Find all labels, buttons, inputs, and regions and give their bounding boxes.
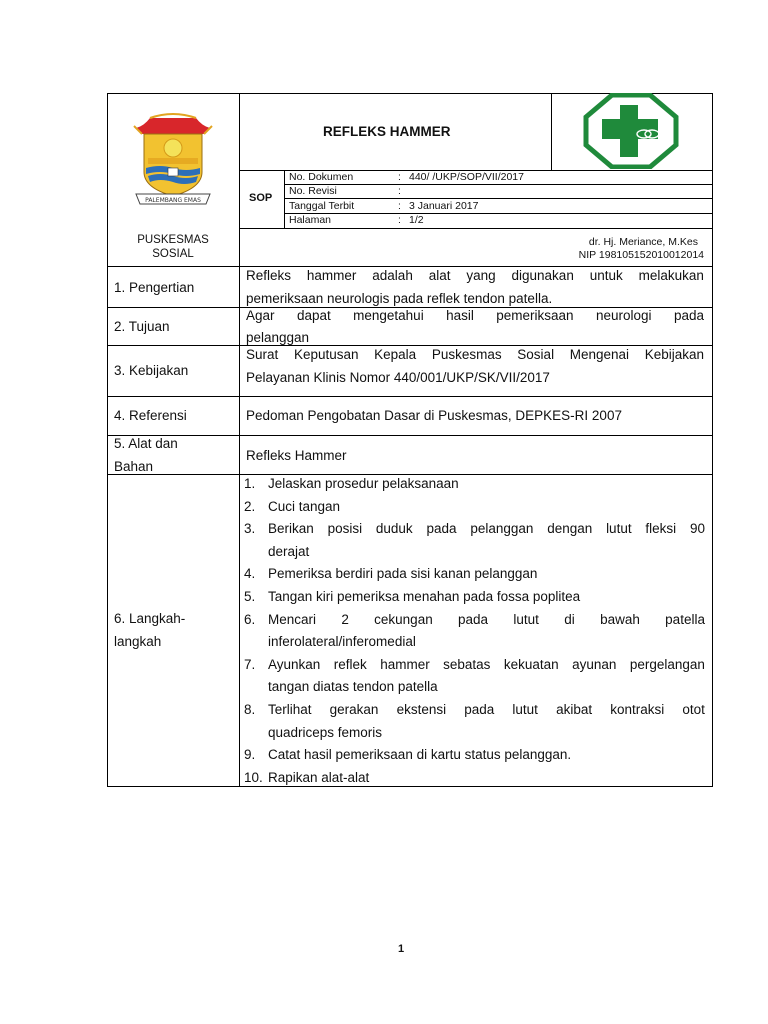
- step-number: 1.: [244, 476, 256, 491]
- column-divider: [239, 93, 240, 787]
- table-border-bottom: [107, 786, 713, 787]
- step-number: 6.: [244, 611, 256, 627]
- row-label-pengertian: 1. Pengertian: [114, 280, 195, 295]
- sop-label: SOP: [249, 192, 273, 204]
- meta-sep-page: :: [398, 214, 401, 226]
- meta-sep-issue-date: :: [398, 200, 401, 212]
- meta-label-issue-date: Tanggal Terbit: [289, 200, 355, 212]
- step-text: Tangan kiri pemeriksa menahan pada fossa poplitea: [268, 589, 581, 604]
- step-number: 5.: [244, 589, 256, 604]
- meta-sep-doc-no: :: [398, 171, 401, 183]
- row-label-referensi: 4. Referensi: [114, 408, 187, 423]
- row-text-tujuan-2: pelanggan: [246, 330, 310, 345]
- step-text: Jelaskan prosedur pelaksanaan: [268, 476, 459, 491]
- row-text-kebijakan-1: Surat Keputusan Kepala Puskesmas Sosial Mengenai Kebijakan: [246, 347, 704, 362]
- meta-label-page: Halaman: [289, 214, 332, 226]
- row-text-kebijakan-2: Pelayanan Klinis Nomor 440/001/UKP/SK/VII/2017: [246, 370, 550, 385]
- signatory-nip: NIP 198105152010012014: [578, 249, 704, 261]
- step-text: Cuci tangan: [268, 498, 341, 514]
- step-text: Ayunkan reflek hammer sebatas kekuatan ayunan pergelangan: [268, 656, 705, 672]
- step-number: 2.: [244, 498, 256, 514]
- org-name-line-2: SOSIAL: [152, 248, 194, 260]
- step-number: 8.: [244, 702, 256, 717]
- step-text: tangan diatas tendon patella: [268, 679, 438, 695]
- meta-label-revision: No. Revisi: [289, 185, 337, 197]
- document-title: REFLEKS HAMMER: [323, 124, 451, 139]
- step-number: 9.: [244, 747, 256, 763]
- row-divider-2: [107, 345, 713, 346]
- row-divider-0: [107, 266, 713, 267]
- meta-line-1: [284, 184, 713, 185]
- logo-divider: [551, 93, 552, 171]
- row-label-langkah-2: langkah: [114, 634, 162, 649]
- row-label-alat-2: Bahan: [114, 459, 154, 474]
- row-text-tujuan-1: Agar dapat mengetahui hasil pemeriksaan neurologi pada: [246, 308, 704, 323]
- org-name-line-1: PUSKESMAS: [137, 234, 209, 246]
- step-text: derajat: [268, 543, 310, 559]
- meta-value-page: 1/2: [409, 214, 424, 226]
- sop-divider: [284, 170, 285, 228]
- step-text: Berikan posisi duduk pada pelanggan dengan lutut fleksi 90: [268, 521, 705, 537]
- step-text: Catat hasil pemeriksaan di kartu status pelanggan.: [268, 747, 572, 763]
- meta-line-3: [284, 213, 713, 214]
- palembang-emblem-icon: [130, 112, 216, 208]
- puskesmas-cross-icon: [582, 93, 680, 169]
- step-number: 10.: [244, 769, 263, 785]
- signatory-name: dr. Hj. Meriance, M.Kes: [588, 236, 698, 248]
- meta-value-doc-no: 440/ /UKP/SOP/VII/2017: [409, 171, 524, 183]
- row-divider-4: [107, 435, 713, 436]
- row-text-referensi: Pedoman Pengobatan Dasar di Puskesmas, DEPKES-RI 2007: [246, 408, 622, 423]
- emblem-ribbon-text: PALEMBANG EMAS: [145, 197, 201, 204]
- row-label-alat-1: 5. Alat dan: [114, 436, 178, 451]
- page-number: 1: [398, 943, 405, 955]
- row-text-alat: Refleks Hammer: [246, 448, 347, 463]
- row-text-pengertian-1: Refleks hammer adalah alat yang digunakan untuk melakukan: [246, 268, 704, 283]
- step-text: Mencari 2 cekungan pada lutut di bawah patella: [268, 611, 705, 627]
- meta-label-doc-no: No. Dokumen: [289, 171, 354, 183]
- puskesmas-logo: [582, 93, 680, 169]
- step-text: Rapikan alat-alat: [268, 769, 370, 785]
- meta-line-2: [284, 198, 713, 199]
- row-label-kebijakan: 3. Kebijakan: [114, 363, 189, 378]
- step-number: 4.: [244, 566, 256, 582]
- step-text: Pemeriksa berdiri pada sisi kanan pelanggan: [268, 566, 538, 582]
- row-label-langkah-1: 6. Langkah-: [114, 611, 186, 626]
- row-label-tujuan: 2. Tujuan: [114, 319, 170, 334]
- step-text: inferolateral/inferomedial: [268, 634, 416, 650]
- step-number: 3.: [244, 521, 256, 537]
- row-divider-5: [107, 474, 713, 475]
- header-bottom-line: [239, 228, 713, 229]
- row-text-pengertian-2: pemeriksaan neurologis pada reflek tendon patella.: [246, 291, 553, 306]
- meta-value-issue-date: 3 Januari 2017: [409, 200, 479, 212]
- row-divider-3: [107, 396, 713, 397]
- step-text: quadriceps femoris: [268, 724, 383, 740]
- step-text: Terlihat gerakan ekstensi pada lutut akibat kontraksi otot: [268, 702, 705, 717]
- meta-sep-revision: :: [398, 185, 401, 197]
- step-number: 7.: [244, 656, 256, 672]
- palembang-emblem: [130, 112, 216, 208]
- table-border-left: [107, 93, 108, 787]
